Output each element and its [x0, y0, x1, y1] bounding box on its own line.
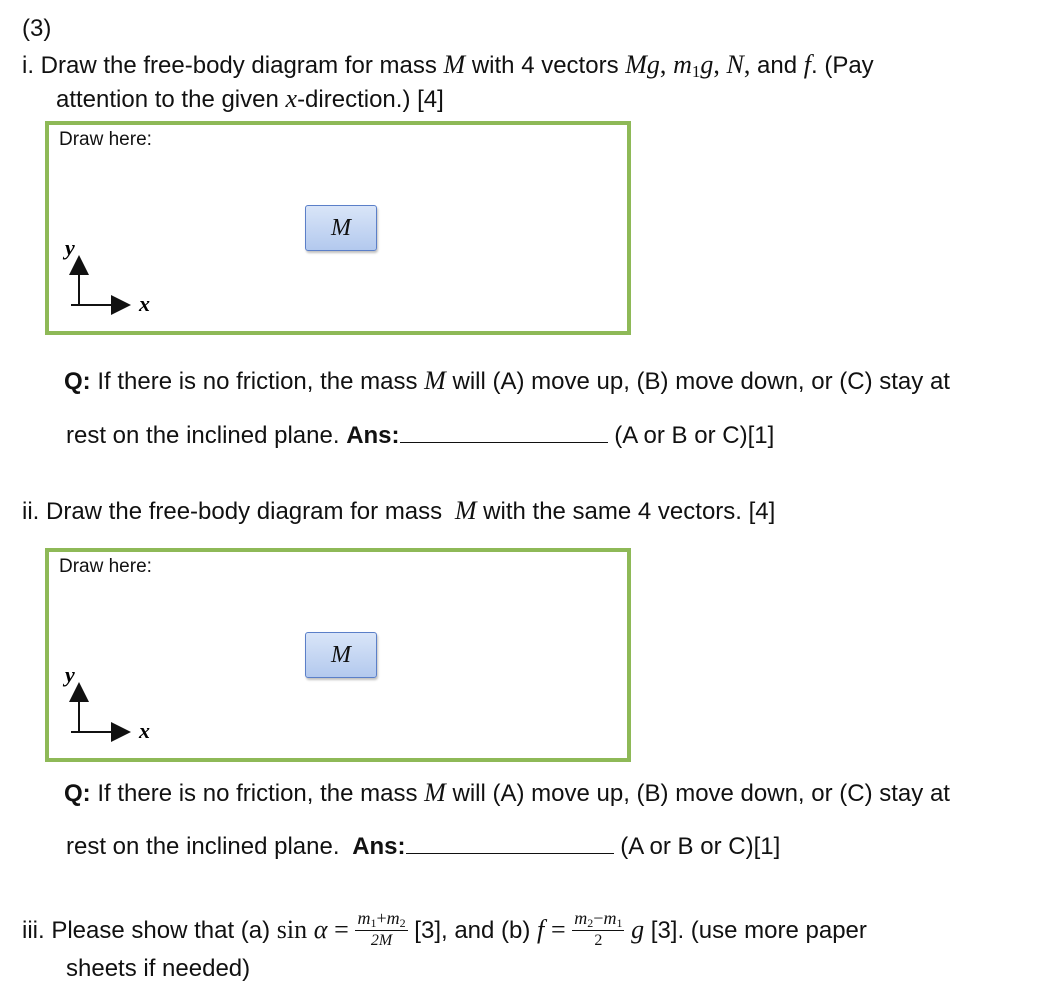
- part2-mass-symbol: M: [454, 496, 477, 525]
- part1-line2-pre: attention to the given: [56, 86, 279, 113]
- part1-ans-label: Ans:: [346, 422, 400, 449]
- part1-axis-x: x: [139, 291, 150, 316]
- x-direction-symbol: x: [285, 84, 298, 113]
- part1-tail: . (Pay: [811, 52, 874, 79]
- vector-mg: Mg: [625, 50, 660, 79]
- part2-box-label: Draw here:: [59, 556, 152, 577]
- frac2-m2: m: [574, 908, 588, 929]
- part3-mark1: [3], and (b): [414, 917, 531, 944]
- equals-sign-1: =: [334, 915, 349, 944]
- part2-q-text2: will (A) move up, (B) move down, or (C) stay at: [452, 780, 950, 807]
- part1-q-text2: will (A) move up, (B) move down, or (C) stay at: [452, 368, 950, 395]
- sin-function: sin: [276, 915, 308, 944]
- part2-question-line2: [66, 829, 780, 862]
- part3-mark2: [3]. (use more paper: [650, 917, 867, 944]
- part1-mass-block: M: [305, 205, 377, 251]
- part1-heading-line1: i. Draw the free-body diagram for mass M with 4 vectors Mg, m1g, N, and f. (Pay: [22, 50, 874, 81]
- problem-number: (3): [22, 15, 52, 42]
- vector-m1g-main: m: [673, 50, 692, 79]
- part1-mass-symbol: M: [443, 50, 466, 79]
- part2-heading: [22, 496, 775, 527]
- fraction-sin-alpha: [355, 908, 407, 951]
- part1-box-label: Draw here:: [59, 129, 152, 150]
- part1-answer-blank[interactable]: [400, 418, 608, 443]
- fraction-sin-alpha-denominator: 2M: [370, 932, 393, 950]
- part2-axis-y: y: [65, 664, 75, 687]
- part3-line2: sheets if needed): [66, 955, 251, 982]
- part1-q-label: Q:: [64, 368, 91, 395]
- part2-q-label: Q:: [64, 780, 91, 807]
- vector-m1g-tail: g: [700, 50, 714, 79]
- part3-prefix: iii. Please show that (a): [22, 917, 271, 944]
- fraction-friction: [572, 908, 624, 951]
- part1-heading-line2: [56, 84, 444, 115]
- part1-line2-post: -direction.) [4]: [297, 86, 444, 113]
- part2-draw-box[interactable]: [45, 548, 631, 762]
- part2-axis-x: x: [139, 718, 150, 743]
- gravity-symbol: g: [631, 915, 645, 944]
- frac1-m1: m: [357, 908, 371, 929]
- part1-ans-choices: (A or B or C)[1]: [614, 422, 775, 449]
- part2-answer-blank[interactable]: [406, 829, 614, 854]
- frac1-m2: m: [386, 908, 400, 929]
- part1-with-text: with 4 vectors: [471, 52, 619, 79]
- frac1-m1-sub: 1: [370, 916, 377, 931]
- part1-and-text: and: [757, 52, 798, 79]
- fraction-friction-denominator: 2: [594, 932, 603, 950]
- alpha-symbol: α: [313, 915, 328, 944]
- part2-q-line2: rest on the inclined plane.: [66, 833, 340, 860]
- part2-q-text1: If there is no friction, the mass: [97, 780, 418, 807]
- frac2-minus: −: [593, 908, 604, 929]
- part1-question-line2: [66, 418, 774, 451]
- part1-axis-y: y: [65, 237, 75, 260]
- part2-q-mass: M: [424, 778, 446, 807]
- frac1-plus: +: [376, 908, 387, 929]
- frac2-m2-sub: 2: [587, 916, 594, 931]
- frac1-m2-sub: 2: [399, 916, 406, 931]
- part1-q-line2: rest on the inclined plane.: [66, 422, 340, 449]
- fraction-sin-alpha-numerator: [355, 908, 407, 931]
- part2-ans-label: Ans:: [352, 833, 406, 860]
- vector-f: f: [803, 50, 811, 79]
- part2-mass-block: M: [305, 632, 377, 678]
- part2-prefix: ii. Draw the free-body diagram for mass: [22, 498, 443, 525]
- part1-prefix: i. Draw the free-body diagram for mass: [22, 52, 437, 79]
- vector-n: N: [726, 50, 744, 79]
- equals-sign-2: =: [550, 915, 566, 944]
- frac2-m1-sub: 1: [616, 916, 623, 931]
- part1-draw-box[interactable]: [45, 121, 631, 335]
- fraction-friction-numerator: [572, 908, 624, 931]
- part2-axes-icon: [59, 664, 169, 744]
- part1-q-mass: M: [424, 366, 446, 395]
- vector-m1g: [673, 50, 713, 79]
- vector-m1g-sub: 1: [691, 62, 701, 81]
- frac2-m1: m: [603, 908, 617, 929]
- part1-q-text1: If there is no friction, the mass: [97, 368, 418, 395]
- friction-symbol: f: [537, 915, 545, 944]
- part3-line1: [22, 910, 867, 950]
- part1-axes-icon: [59, 237, 169, 317]
- part2-suffix: with the same 4 vectors. [4]: [483, 498, 776, 525]
- part2-ans-choices: (A or B or C)[1]: [620, 833, 781, 860]
- part2-question-line1: [64, 778, 950, 809]
- part1-question-line1: [64, 366, 950, 397]
